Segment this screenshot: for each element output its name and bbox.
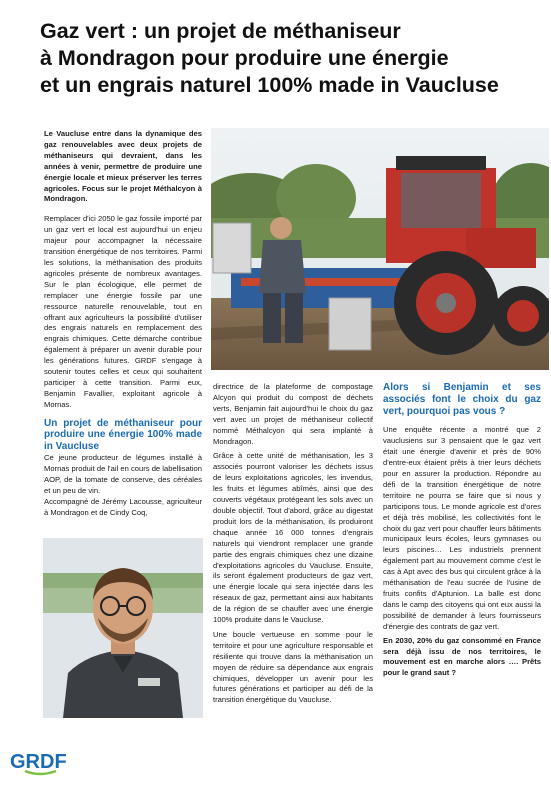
- intro-paragraph: Le Vaucluse entre dans la dynamique des gaz renouvelables avec deux projets de méthaniseurs qui devraient, dans les années à venir, permettre de produire une énergie locale et mieux préserver les terres agricoles. Focus sur le projet Méthalcyon à Mondragon.: [44, 129, 202, 204]
- portrait-photo: [43, 538, 203, 718]
- column-3: [383, 382, 541, 679]
- col3-closing: En 2030, 20% du gaz consommé en France sera déjà issu de nos territoires, le mouvement est en marche alors …. Prêts pour le grand saut ?: [383, 635, 541, 678]
- column-1: [44, 129, 202, 518]
- logo-wordmark: GRDF: [10, 751, 67, 773]
- title-line-2: à Mondragon pour produire une énergie: [40, 46, 449, 70]
- col2-paragraph-3: Une boucle vertueuse en somme pour le territoire et pour une agriculture responsable et résiliente qui trouve dans la méthanisation un moyen de réduire sa dépendance aux engrais chimiques, développer un avenir pour les futures générations et participer au défi de la transition énergétique du Vaucluse.: [213, 629, 373, 705]
- col3-subtitle: Alors si Benjamin et ses associés font le choix du gaz vert, pourquoi pas vous ?: [383, 382, 541, 417]
- col1-paragraph-3: Accompagné de Jérémy Lacousse, agriculteur à Mondragon et de Cindy Coq,: [44, 496, 202, 517]
- col1-paragraph-2: Ce jeune producteur de légumes installé à Mornas produit de l'ail en cours de labellisation AOP, de la tomate de conserve, des céréales et un peu de vin.: [44, 453, 202, 495]
- article-title: [40, 18, 540, 99]
- col3-paragraph-1: Une enquête récente a montré que 2 vauclusiens sur 3 pensaient que le gaz vert était une énergie d'avenir et près de 90% d'entre-eux étaient prêts à trier leurs déchets pour en assurer la production. Répondre au défi de la transition énergétique de notre territoire ne pourra se faire que si nous y participons tous. Le monde agricole est d'ores et déjà très mobilisé, les collectivités font le choix du gaz vert pour chauffer leurs bâtiments municipaux leurs écoles, leurs gymnases ou leurs piscines… Les industriels prennent également part au mouvement comme c'est le cas à Apt avec des bus qui circulent grâce à la méthanisation de l'eau sucrée de l'usine de fruits confits d'Aptunion. La balle est donc dans le camp des citoyens qui ont eux aussi la possibilité de demander à leurs fournisseurs d'énergie des contrats de gaz vert.: [383, 425, 541, 631]
- col1-subtitle: Un projet de méthaniseur pour produire une énergie 100% made in Vaucluse: [44, 417, 202, 453]
- title-line-1: Gaz vert : un projet de méthaniseur: [40, 19, 401, 43]
- col1-paragraph-1: Remplacer d'ici 2050 le gaz fossile importé par un gaz vert et local est aujourd'hui un enjeu majeur pour accompagner la nécessaire transition énergétique de nos territoires. Parmi les solutions, la méthanisation des produits agricoles présente de nombreux avantages. Sur le plan écologique, elle permet de remplacer une énergie fossile par une ressource naturelle renouvelable, tout en offrant aux agriculteurs la possibilité d'utiliser des engrais naturels en remplacement des engrais chimiques. Cette démarche contribue également à préparer un avenir durable pour les générations futures. GRDF s'engage à soutenir toutes celles et ceux qui souhaitent participer à cette transition. Parmi eux, Benjamin Favallier, exploitant agricole à Mornas.: [44, 214, 202, 409]
- column-2: [213, 382, 373, 706]
- tractor-photo: [211, 128, 549, 370]
- col2-paragraph-1: directrice de la plateforme de compostage Alcyon qui produit du compost de déchets verts, Benjamin fait aujourd'hui le choix du gaz vert avec un projet de méthaniseur collectif nommé Méthalcyon qui sera implanté à Mondragon.: [213, 382, 373, 446]
- title-line-3: et un engrais naturel 100% made in Vaucluse: [40, 73, 499, 97]
- col2-paragraph-2: Grâce à cette unité de méthanisation, les 3 associés pourront valoriser les déchets issus de leurs exploitations agricoles, les invendus, les fruits et légumes abîmés, ainsi que des couverts végétaux protégeant les sols avec un double objectif. Tout d'abord, grâce au digestat produit lors de la méthanisation, ils produiront chaque année 16 000 tonnes d'engrais naturels qui viendront remplacer une grande partie des engrais chimiques chez une dizaine d'exploitations agricoles du Vaucluse. Ensuite, ils seront également producteurs de gaz vert, une énergie locale qui sera injectée dans les réseaux de gaz, permettant ainsi aux habitants de la région de se chauffer avec une énergie 100% produite dans le Vaucluse.: [213, 451, 373, 625]
- grdf-logo: [10, 747, 72, 782]
